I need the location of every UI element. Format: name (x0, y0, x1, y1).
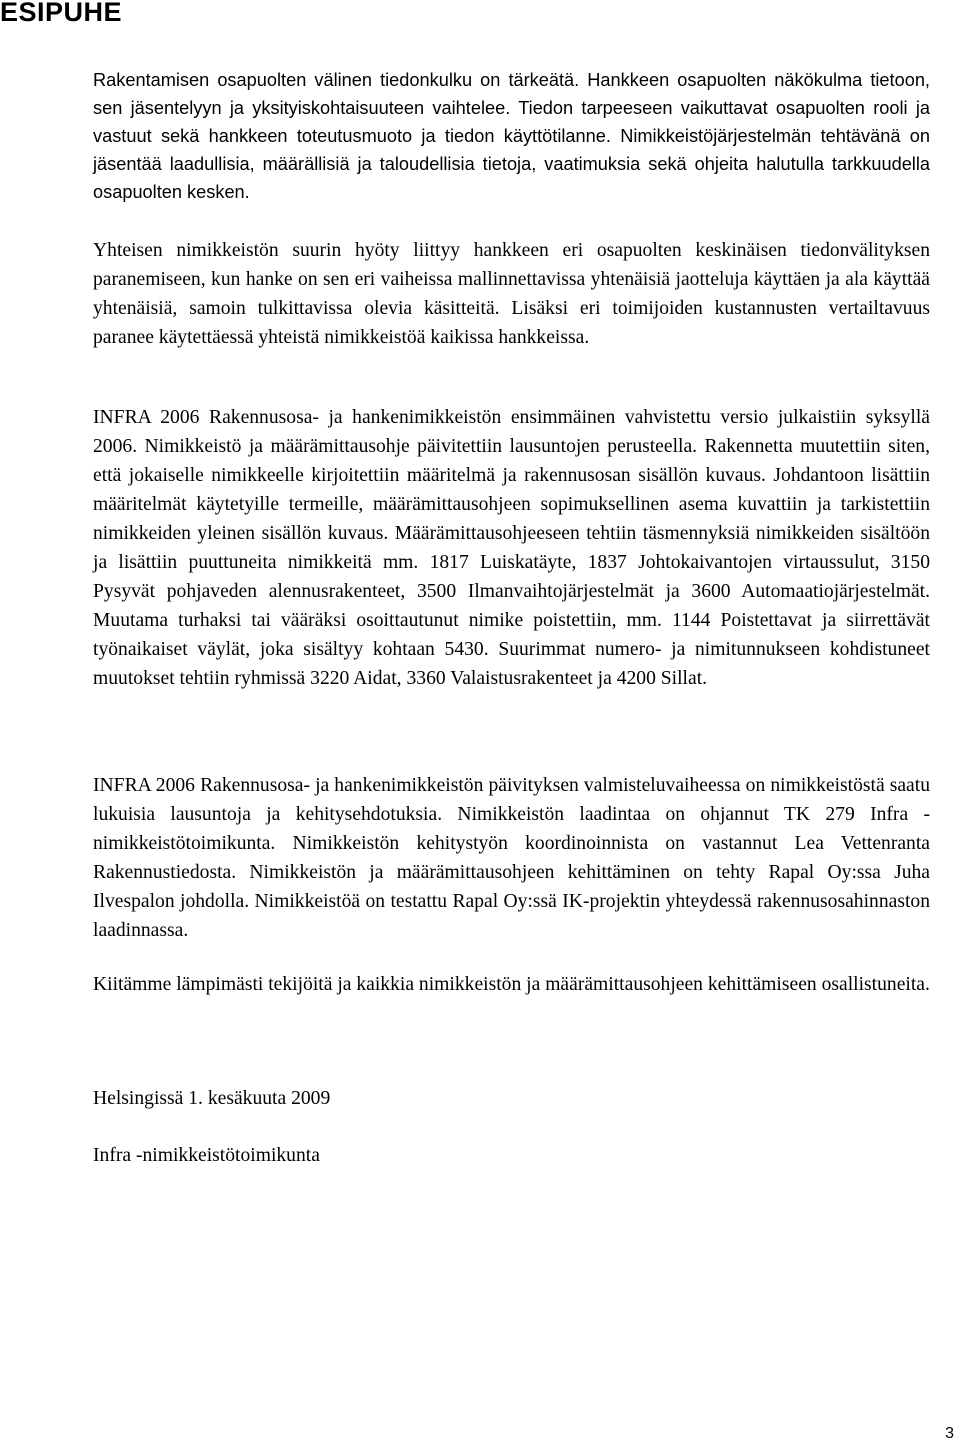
paragraph-intro: Rakentamisen osapuolten välinen tiedonkulku on tärkeätä. Hankkeen osapuolten näkökulma tietoon, sen jäsentelyyn ja yksityiskohtaisuuteen vaihtelee. Tiedon tarpeeseen vaikuttavat osapuolten rooli ja vastuut sekä hankkeen toteutusmuoto ja tiedon käyttötilanne. Nimikkeistöjärjestelmän tehtävänä on jäsentää laadullisia, määrällisiä ja taloudellisia tietoja, vaatimuksia sekä ohjeita halutulla tarkkuudella osapuolten kesken. (93, 70, 930, 202)
paragraph-contributors: INFRA 2006 Rakennusosa- ja hankenimikkeistön päivityksen valmisteluvaiheessa on nimikkeistöstä saatu lukuisia lausuntoja ja kehitysehdotuksia. Nimikkeistön laadintaa on ohjannut TK 279 Infra -nimikkeistötoimikunta. Nimikkeistön kehitystyön koordinoinnista on vastannut Lea Vettenranta Rakennustiedosta. Nimikkeistön ja määrämittausohjeen kehittäminen on tehty Rapal Oy:ssa Juha Ilvespalon johdolla. Nimikkeistöä on testattu Rapal Oy:ssä IK-projektin yhteydessä rakennusosahinnaston laadinnassa. (93, 775, 930, 941)
page-number: 3 (945, 1425, 954, 1442)
signature-place-date: Helsingissä 1. kesäkuuta 2009 (93, 1088, 331, 1109)
paragraph-benefits: Yhteisen nimikkeistön suurin hyöty liittyy hankkeen eri osapuolten keskinäisen tiedonvälityksen paranemiseen, kun hanke on sen eri vaiheissa mallinnettavissa yhtenäisiä jaotteluja käyttäen ja ala käyttää yhtenäisiä, samoin tulkittavissa olevia käsitteitä. Lisäksi eri toimijoiden kustannusten vertailtavuus paranee käytettäessä yhteistä nimikkeistöä kaikissa hankkeissa. (93, 240, 930, 348)
signature-signer: Infra -nimikkeistötoimikunta (93, 1145, 320, 1166)
paragraph-thanks: Kiitämme lämpimästi tekijöitä ja kaikkia nimikkeistön ja määrämittausohjeen kehittämiseen osallistuneita. (93, 974, 930, 995)
paragraph-version-history: INFRA 2006 Rakennusosa- ja hankenimikkeistön ensimmäinen vahvistettu versio julkaistiin syksyllä 2006. Nimikkeistö ja määrämittausohje päivitettiin lausuntojen perusteella. Rakennetta muutettiin siten, että jokaiselle nimikkeelle kirjoitettiin määritelmä ja rakennusosan sisällön kuvaus. Johdantoon lisättiin määritelmät käytetyille termeille, määrämittausohjeen sopimuksellinen asema kuvattiin ja tarkistettiin nimikkeiden yleinen sisällön kuvaus. Määrämittausohjeeseen tehtiin täsmennyksiä nimikkeiden sisältöön ja lisättiin puuttuneita nimikkeitä mm. 1817 Luiskatäyte, 1837 Johtokaivantojen virtaussulut, 3150 Pysyvät pohjaveden alennusrakenteet, 3500 Ilmanvaihtojärjestelmät ja 3600 Automaatiojärjestelmät. Muutama turhaksi tai vääräksi osoittautunut nimike poistettiin, mm. 1144 Poistettavat ja siirrettävät työnaikaiset väylät, joka sisältyy kohtaan 5430. Suurimmat numero- ja nimitunnukseen kohdistuneet muutokset tehtiin ryhmissä 3220 Aidat, 3360 Valaistusrakenteet ja 4200 Sillat. (93, 407, 930, 689)
page-title: ESIPUHE (0, 0, 123, 27)
